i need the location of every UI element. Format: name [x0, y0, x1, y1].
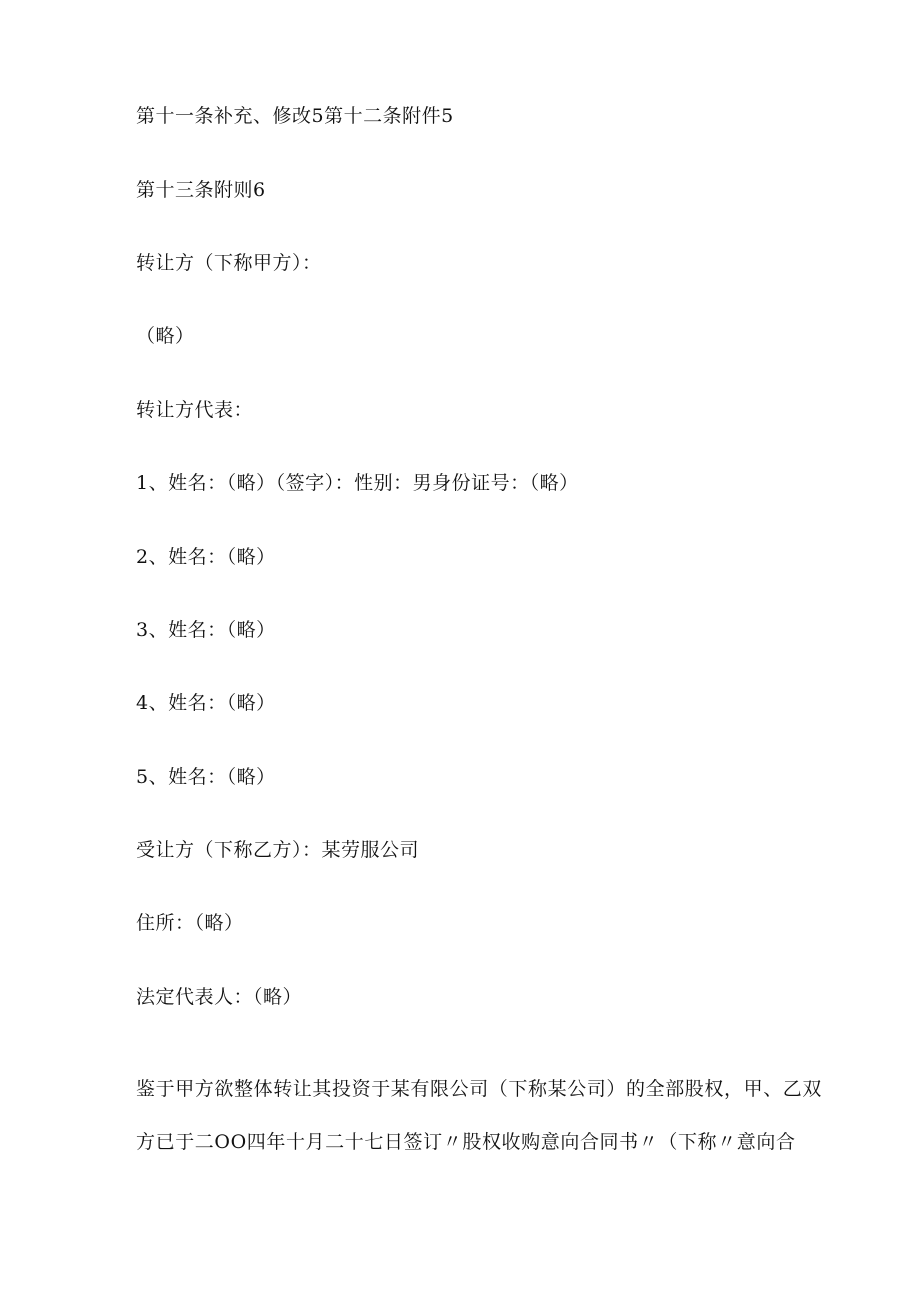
- transferor-representatives-heading: 转让方代表：: [136, 399, 254, 421]
- transferor-name: （略）: [136, 325, 195, 347]
- recital-line-1: 鉴于甲方欲整体转让其投资于某有限公司（下称某公司）的全部股权，甲、乙双: [136, 1078, 823, 1100]
- transferee-heading: 受让方（下称乙方）：某劳服公司: [136, 839, 420, 861]
- representative-3: 3、姓名：（略）: [136, 619, 276, 641]
- representative-4: 4、姓名：（略）: [136, 692, 276, 714]
- toc-line-articles-11-12: 第十一条补充、修改5第十二条附件5: [136, 105, 454, 127]
- representative-5: 5、姓名：（略）: [136, 766, 276, 788]
- representative-2: 2、姓名：（略）: [136, 546, 276, 568]
- toc-line-article-13: 第十三条附则6: [136, 179, 266, 201]
- representative-1: 1、姓名：（略）（签字）：性别：男身份证号：（略）: [136, 472, 579, 494]
- legal-representative: 法定代表人：（略）: [136, 986, 303, 1008]
- recital-line-2: 方已于二OO四年十月二十七日签订〃股权收购意向合同书〃（下称〃意向合: [136, 1131, 796, 1153]
- transferor-heading: 转让方（下称甲方）：: [136, 252, 322, 274]
- transferee-address: 住所：（略）: [136, 912, 244, 934]
- recital-paragraph: [136, 1077, 823, 1154]
